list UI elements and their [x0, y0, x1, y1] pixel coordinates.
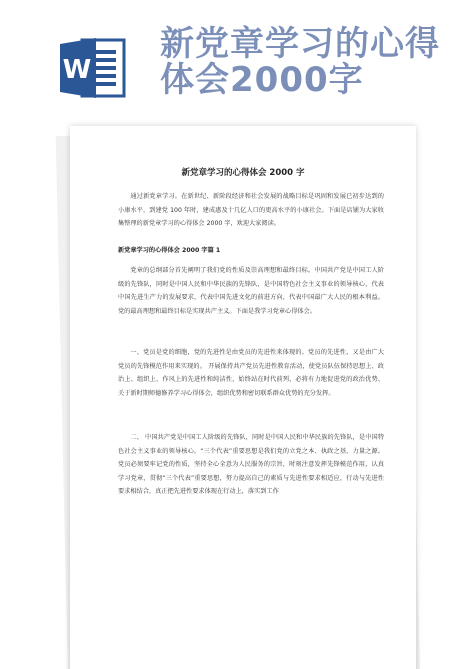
page-title-line-2: 体会2000字 — [160, 60, 364, 100]
document-title: 新党章学习的心得体会 2000 字 — [181, 168, 305, 178]
body-paragraph-1: 党章的总纲部分首先阐明了我们党的性质及崇高理想和最终目标。中国共产党是中国工人阶级的先锋队，同时是中国人民和中华民族的先锋队，是中国特色社会主义事业的领导核心，代表中国先进生产力的发展要求，代表中国先进文化的前进方向，代表中国最广大人民的根本利益。党的最高理想和最终目标是实现共产主义。下面是我学习党章心得体会。 — [118, 267, 384, 315]
page-title-line-1: 新党章学习的心得 — [160, 24, 440, 64]
body-paragraph-3: 二、 中国共产党是中国工人阶级的先锋队，同时是中国人民和中华民族的先锋队，是中国特色社会主义事业的领导核心。“三个代表”重要思想是我们党的立党之本、执政之基、力量之源。党员必须要牢记党的性质，坚持全心全意为人民服务的宗旨，时刻注意发挥先锋模范作用，认真学习党章，贯彻“三个代表”重要思想，努力提高自己的素质与先进性要求相适应，行动与先进性要求相结合，真正把先进性要求体现在行动上，落实到工作 — [118, 434, 384, 496]
intro-paragraph: 通过新党章学习。在新世纪、新阶段经济和社会发展的战略目标是巩固和发展已初步达到的小康水平，到建党 100 年时，建成惠及十几亿人口的更高水平的小康社会。下面是店铺为大家收集整理的新党章学习的心得体会 2000 字，欢迎大家阅读。 — [118, 193, 384, 228]
word-document-icon — [60, 36, 126, 100]
page-title — [160, 26, 460, 98]
document-page — [70, 126, 416, 669]
header-banner — [0, 0, 474, 118]
section-heading: 新党章学习的心得体会 2000 字篇 1 — [118, 247, 221, 254]
word-icon-letter: W — [62, 55, 92, 85]
body-paragraph-2: 一、党员是党的细胞，党的先进性是由党员的先进性来体现的。党员的先进性，又是由广大党员的先锋模范作用来实现的。 开展保持共产党员先进性教育活动，使党员队伍保持思想上、政治上、组织上、作风上的先进性和纯洁性，始终站在时代前列，必将有力地促进党的政治优势、关于新时期师德修养学习心得体会，组织优势和密切联系群众优势的充分发挥。 — [118, 349, 384, 397]
